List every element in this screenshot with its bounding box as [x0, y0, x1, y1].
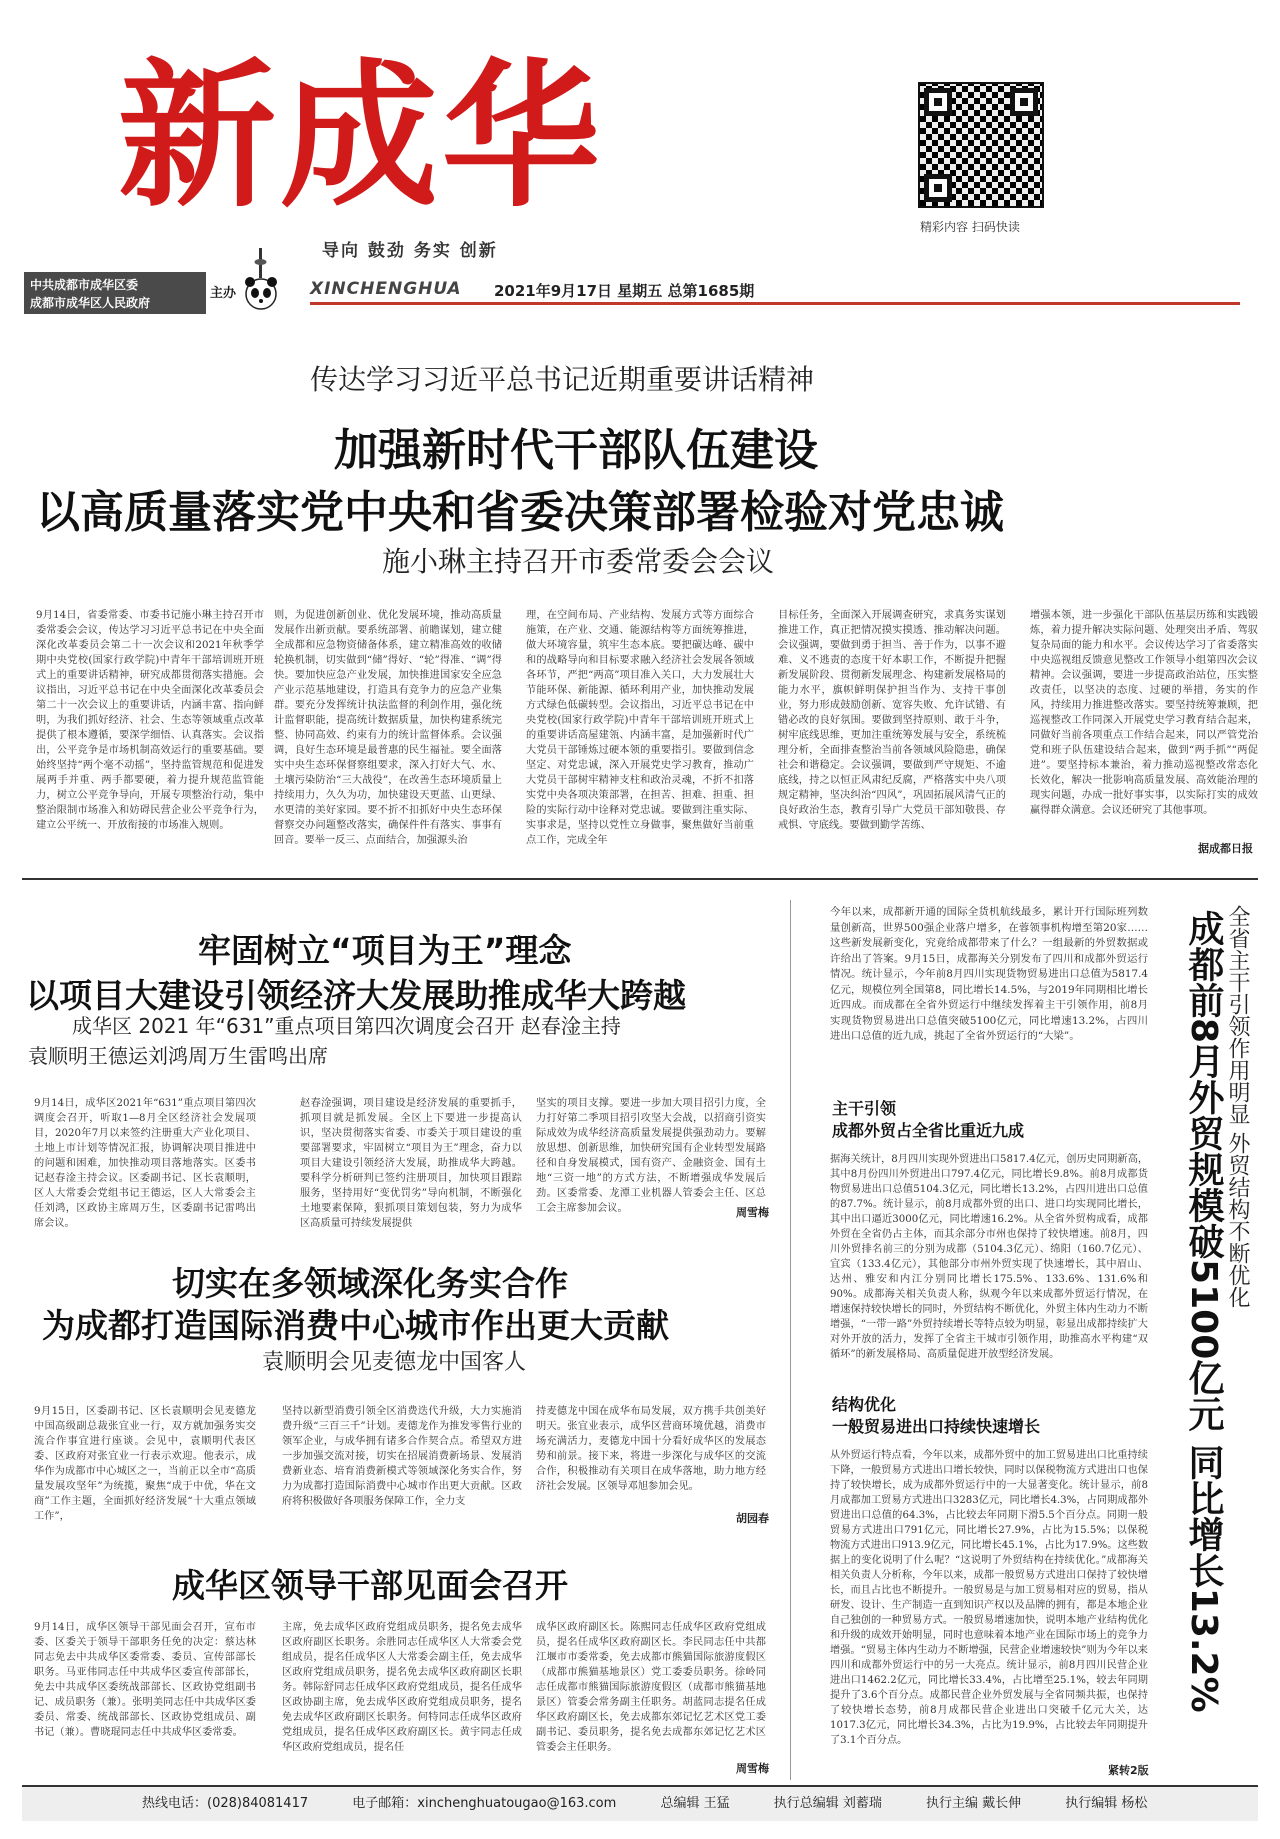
lead-column-4: 目标任务，全面深入开展调查研究，求真务实谋划推进工作，真正把情况摸实摸透、推动解决问题。会议强调，要做到勇于担当、善于作为，以事不避难、义不逃责的态度干好本职工作，不断提升把握新发展阶段、贯彻新发展理念、构建新发展格局的能力水平，旗帜鲜明保护担当作为、支持干事创业，努力形成鼓励创新、宽容失败、允许试错、有错必改的良好氛围。要做到坚持原则、敢于斗争，树牢底线思维，更加注重统筹发展与安全，系统梳理分析，全面排查整治当前各领域风险隐患，确保社会和谐稳定。会议强调，要做到严守规矩、不逾底线，持之以恒正风肃纪反腐，严格落实中央八项规定精神，坚决纠治“四风”，巩固拓展风清气正的良好政治生态，教育引导广大党员干部知敬畏、存戒惧、守底线。要做到勤学苦练、: [778, 610, 1006, 831]
story2-headline-2: 以项目大建设引领经济大发展助推成华大跨越: [26, 976, 686, 1015]
story3-headline-2: 为成都打造国际消费中心城市作出更大贡献: [42, 1306, 669, 1345]
sidebar-vertical-kicker: 全省主干引领作用明显 外贸结构不断优化: [1225, 905, 1250, 1308]
host-label: 主办: [210, 286, 237, 301]
footer-bar: [22, 1785, 1258, 1821]
story2-column-3: 坚实的项目支撑。要进一步加大项目招引力度，全力打好第二季项目招引攻坚大会战，以招商引资实际成效为成华经济高质量发展提供强劲动力。要解放思想、创新思维，加快研究国有企业转型发展路径和自身发展模式，国有资产、金融资金、国有土地“三资一地”的方式方法，不断增强成华发展后劲。区委常委、龙潭工业机器人管委会主任、区总工会主席参加会议。: [536, 1098, 766, 1214]
story3-subhead: 袁顺明会见麦德龙中国客人: [262, 1350, 527, 1375]
footer-chief-editor: 总编辑 王猛: [660, 1796, 730, 1811]
story2-headline-1: 牢固树立“项目为王”理念: [198, 931, 572, 970]
sidebar-subhead-1: [832, 1098, 1024, 1142]
story4-credit: 周雪梅: [736, 1762, 769, 1775]
sidebar-vertical-headline: 成都前8月外贸规模破5100亿元 同比增长13.2%: [1183, 910, 1224, 1713]
issue-dateline: 2021年9月17日 星期五 总第1685期: [494, 282, 755, 300]
lead-credit: 据成都日报: [1198, 842, 1253, 855]
masthead-rule: [310, 302, 1240, 305]
lead-column-5: 增强本领，进一步强化干部队伍基层历练和实践锻炼，着力提升解决实际问题、处理突出矛盾、驾驭复杂局面的能力和水平。会议传达学习了省委落实中央巡视组反馈意见整改工作领导小组第四次会议精神。会议强调，要进一步提高政治站位，压实整改责任，以坚决的态度、过硬的举措，务实的作风，持续用力推进整改落实。要坚持统筹兼顾，把巡视整改工作同深入开展党史学习教育结合起来，同做好当前各项重点工作结合起来，同以严管党治党和班子队伍建设结合起来，做到“两手抓”“两促进”。要坚持标本兼治，着力推动巡视整改常态化长效化，解决一批影响高质量发展、高效能治理的现实问题，办成一批好事实事，以实际打实的成效赢得群众满意。会议还研究了其他事项。: [1030, 610, 1258, 816]
footer-exec-editor: 执行编辑 杨松: [1065, 1796, 1148, 1811]
sidebar-body-1: 据海关统计，8月四川实现外贸进出口5817.4亿元，创历史同期新高，其中8月份四川外贸进出口797.4亿元，同比增长9.8%。前8月成都货物贸易进出口总值5104.3亿元，同比增长13.2%，占四川进出口总值的87.7%。统计显示，前8月成都外贸的出口、进口均实现同比增长，其中出口逼近3000亿元，同比增速16.2%。从全省外贸构成看，成都外贸在全省仍占主体，而其余部分市州也保持了较快增速。前8月，四川外贸排名前三的分别为成都（5104.3亿元）、绵阳（160.7亿元）、宜宾（133.4亿元），其他部分市州外贸实现了快速增长，其中眉山、达州、雅安和内江分别同比增长175.5%、133.6%、131.6%和90%。成都海关相关负责人称，纵观今年以来成都外贸运行情况，在增速保持较快增长的同时，外贸结构不断优化，外贸主体内生动力不断增强，“一带一路”外贸持续增长等特点较为明显，彰显出成都持续扩大对外开放的活力，发挥了全省主干城市引领作用，助推高水平构建“双循环”的新发展格局、高质量促进开放型经济发展。: [830, 1154, 1148, 1360]
story3-column-1: 9月15日，区委副书记、区长袁顺明会见麦德龙中国高级副总裁张宜业一行，双方就加强务实交流合作事宜进行座谈。会见中，袁顺明代表区委、区政府对张宜业一行表示欢迎。他表示，成华作为成都市中心城区之一，当前正以全市“高质量发展攻坚年”为统揽，聚焦“成于中优，华在文商”工作主题，全面抓好经济发展“十大重点领域工作”，: [34, 1406, 256, 1522]
story4-column-2: 主席，免去成华区政府党组成员职务，提名免去成华区政府副区长职务。余胜同志任成华区人大常委会党组成员，提名任成华区人大常委会副主任，免去成华区政府党组成员职务，提名免去成华区政府副区长职务。韩际舒同志任成华区政府党组成员，提名任成华区政协副主席，免去成华区政府党组成员职务，提名免去成华区政府副区长职务。何特同志任成华区政府党组成员，提名任成华区政府副区长。黄宇同志任成华区政府党组成员，提名任: [282, 1622, 522, 1753]
story4-column-1: 9月14日，成华区领导干部见面会召开，宣布市委、区委关于领导干部职务任免的决定：蔡达林同志免去中共成华区委常委、委员、宣传部部长职务。马亚伟同志任中共成华区委宣传部部长，免去中共成华区委统战部部长、区政协党组副书记、成员职务（兼）。张明美同志任中共成华区委委员、常委、统战部部长、区政协党组成员、副书记（兼）。曹晓琨同志任中共成华区委常委。: [34, 1622, 256, 1738]
sidebar-intro: 今年以来，成都新开通的国际全货机航线最多，累计开行国际班列数量创新高，世界500强企业落户增多，在蓉领事机构增至第20家……这些新发展新变化，究竟给成都带来了什么？一组最新的外贸数据或许给出了答案。9月15日，成都海关分别发布了四川和成都外贸运行情况。统计显示，今年前8月四川实现货物贸易进出口总值为5817.4亿元，规模位列全国第8，同比增长14.5%，与2019年同期相比增长近四成。而成都在全省外贸运行中继续发挥着主干引领作用，前8月实现货物贸易进出口总值突破5100亿元，同比增速13.2%，占四川进出口总值的近九成，挑起了全省外贸运行的“大梁”。: [830, 906, 1148, 1042]
lead-column-2: 则，为促进创新创业、优化发展环境，推动高质量发展作出新贡献。要系统部署、前瞻谋划，建立健全成都和应急物资储备体系，建立精准高效的收储轮换机制，切实做到“储”得好、“轮”得准、“调”得快。要加快应急产业发展，加快推进国家安全应急产业示范基地建设，打造具有竞争力的应急产业集群。要充分发挥统计执法监督的利剑作用，强化统计监督职能，提高统计数据质量，加快构建系统完整、协同高效、约束有力的统计监督体系。会议强调，良好生态环境是最普惠的民生福祉。要全面落实中央生态环保督察组要求，深入打好大气、水、土壤污染防治“三大战役”，在改善生态环境质量上持续用力，久久为功，加快建设天更蓝、山更绿、水更清的美好家园。要不折不扣抓好中央生态环保督察交办问题整改落实，确保件件有落实、事事有回音。要举一反三、点面结合，加强源头治: [274, 610, 502, 846]
publisher-box: [24, 272, 206, 314]
story3-headline-1: 切实在多领域深化务实合作: [172, 1264, 568, 1303]
story3-credit: 胡园春: [736, 1512, 769, 1525]
story3-column-2: 坚持以新型消费引领全区消费迭代升级，大力实施消费升级“三百三千”计划。麦德龙作为推发零售行业的领军企业，与成华拥有诸多合作契合点。希望双方进一步加强交流对接，切实在招展消费新场景、发展消费新业态、培育消费新模式等领域深化务实合作，努力为成都打造国际消费中心城市作出更大贡献。区政府将积极做好各项服务保障工作，全力支: [282, 1406, 522, 1507]
sidebar-subhead-2a: 结构优化: [832, 1395, 897, 1414]
footer-exec-editor-in-chief: 执行主编 戴长伸: [926, 1796, 1022, 1811]
publisher-line1: 中共成都市成华区委: [30, 278, 139, 292]
story4-headline: 成华区领导干部见面会召开: [172, 1566, 568, 1605]
lead-headline-1: 加强新时代干部队伍建设: [334, 425, 818, 476]
sidebar-jump: 紧转2版: [1108, 1764, 1149, 1777]
pinyin-title: XINCHENGHUA: [310, 279, 462, 299]
lead-subhead: 施小琳主持召开市委常委会会议: [382, 545, 775, 578]
story2-column-1: 9月14日，成华区2021年“631”重点项目第四次调度会召开，听取1—8月全区经济社会发展项目，2020年7月以来签约注册重大产业化项目、土地上市计划等情况汇报，协调解决项目推进中的问题和困难，加快推动项目落地落实。区委书记赵春淦主持会议。区委副书记、区长袁顺明，区人大常委会党组书记王德运，区人大常委会主任刘鸿，区政协主席周万生，区委副书记雷鸣出席会议。: [34, 1098, 256, 1229]
sidebar-subhead-1a: 主干引领: [832, 1099, 897, 1118]
section-divider: [22, 878, 1258, 880]
lead-kicker: 传达学习习近平总书记近期重要讲话精神: [310, 363, 815, 396]
story4-column-3: 成华区政府副区长。陈熙同志任成华区政府党组成员，提名任成华区政府副区长。李民同志任中共都江堰市市委常委，免去成都市熊猫国际旅游度假区（成都市熊猫基地景区）党工委委员职务。徐岭同志任成都市熊猫国际旅游度假区（成都市熊猫基地景区）管委会常务副主任职务。胡蓝同志提名任成华区政府副区长，免去成都东郊记忆艺术区党工委副书记、委员职务，提名免去成都东郊记忆艺术区管委会主任职务。: [536, 1622, 766, 1753]
story3-column-3: 持麦德龙中国在成华布局发展，双方携手共创美好明天。张宜业表示，成华区营商环境优越，消费市场充满活力，麦德龙中国十分看好成华区的发展态势和前景。接下来，将进一步深化与成华区的交流合作，积极推动有关项目在成华落地，助力地方经济社会发展。区领导邓旭参加会见。: [536, 1406, 766, 1492]
story2-subhead-2: 袁顺明王德运刘鸿周万生雷鸣出席: [28, 1044, 328, 1068]
column-divider: [790, 900, 791, 1780]
footer-exec-chief-editor: 执行总编辑 刘蓄瑞: [773, 1796, 882, 1811]
qr-caption: 精彩内容 扫码快读: [920, 220, 1020, 234]
footer-email: 电子邮箱：xinchenghuatougao@163.com: [352, 1796, 617, 1811]
lead-column-1: 9月14日，省委常委、市委书记施小琳主持召开市委常委会会议，传达学习习近平总书记在中央全面深化改革委员会第二十一次会议和2021年秋季学期中央党校(国家行政学院)中青年干部培训班开班式上的重要讲话精神，研究成都贯彻落实措施。会议指出，习近平总书记在中央全面深化改革委员会第二十一次会议上的重要讲话，内涵丰富、指向鲜明，为我们抓好经济、社会、生态等领域重点改革提供了根本遵循，要深学细悟、认真落实。会议指出，公平竞争是市场机制高效运行的重要基础。要始终坚持“两个毫不动摇”，坚持监管规范和促进发展两手并重、两手都要硬，着力提升规范监管能力，树立公平竞争导向，开展专项整治行动，集中整治限制市场准入和妨碍民营企业公平竞争行为，建立公平统一、开放衔接的市场准入规则。: [36, 610, 264, 831]
panda-tower-icon: [238, 248, 284, 312]
story2-credit: 周雪梅: [736, 1206, 769, 1219]
sidebar-subhead-1b: 成都外贸占全省比重近九成: [832, 1121, 1025, 1140]
sidebar-body-2: 从外贸运行特点看，今年以来，成都外贸中的加工贸易进出口比重持续下降，一般贸易方式进出口增长较快，同时以保税物流方式进出口也保持了较快增长，成为成都外贸运行中的一大显著变化。统计显示，前8月成都加工贸易方式进出口3283亿元，同比增长4.3%，占同期成都外贸进出口总值的64.3%，占比较去年同期下滑5.5个百分点。同期一般贸易方式进出口791亿元，同比增长27.9%，占比为15.5%；以保税物流方式进出口913.9亿元，同比增长45.1%，占比为17.9%。这些数据上的变化说明了什么呢？“这说明了外贸结构在持续优化。”成都海关相关负责人分析称，今年以来，成都一般贸易方式进出口保持了较快增长，而且占比也不断提升。一般贸易是与加工贸易相对应的贸易，指从研发、设计、生产制造一直到知识产权以及品牌的拥有，都是本地企业自己独创的一种贸易方式。一般贸易增速加快，说明本地产业结构优化和升级的成效开始明显，同时也意味着本地产业在国际市场上的竞争力增强。“贸易主体内生动力不断增强，民营企业增速较快”则为今年以来四川和成都外贸运行中的另一大亮点。统计显示，前8月四川民营企业进出口1462.2亿元，同比增长33.4%，占比增至25.1%，较去年同期提升了3.6个百分点。成都民营企业外贸发展与全省同频共振，也保持了较快增长态势，前8月成都民营企业进出口突破千亿元大关，达1017.3亿元，同比增长34.3%，占比为19.9%，占比较去年同期提升了3.1个百分点。: [830, 1450, 1149, 1746]
sidebar-subhead-2: [832, 1394, 1040, 1438]
footer-hotline: 热线电话：(028)84081417: [142, 1796, 309, 1811]
qr-code-icon[interactable]: [918, 82, 1044, 208]
story2-column-2: 赵春淦强调，项目建设是经济发展的重要抓手，抓项目就是抓发展。全区上下要进一步提高认识，坚决贯彻落实省委、市委关于项目建设的重要部署要求，牢固树立“项目为王”理念，奋力以项目大建设引领经济大发展，助推成华大跨越。要科学分析研判已签约注册项目，加快项目跟踪服务，坚持用好“变优罚劣”导向机制，不断强化土地要素保障，狠抓项目策划包装，努力为成华区高质量可持续发展提供: [300, 1098, 522, 1229]
sidebar-subhead-2b: 一般贸易进出口持续快速增长: [832, 1417, 1041, 1436]
lead-column-3: 理，在空间布局、产业结构、发展方式等方面综合施策，在产业、交通、能源结构等方面统筹推进，做大环境容量，筑牢生态本底。要把碳达峰、碳中和的战略导向和目标要求融入经济社会发展各领域各环节，严把“两高”项目准入关口，大力发展壮大节能环保、新能源、循环利用产业，加快推动发展方式绿色低碳转型。会议指出，习近平总书记在中央党校(国家行政学院)中青年干部培训班开班式上的重要讲话高屋建瓴、内涵丰富，是加强新时代广大党员干部锤炼过硬本领的重要指引。要做到信念坚定、对党忠诚，深入开展党史学习教育，推动广大党员干部树牢精神支柱和政治灵魂，不折不扣落实党中央各项决策部署，在担苦、担难、担重、担险的实际行动中诠释对党忠诚。要做到注重实际、实事求是，坚持以党性立身做事，聚焦做好当前重点工作，完成全年: [526, 610, 754, 846]
story2-subhead-1: 成华区 2021 年“631”重点项目第四次调度会召开 赵春淦主持: [72, 1014, 621, 1038]
publisher-line2: 成都市成华区人民政府: [30, 296, 151, 310]
masthead-title: 新成华: [118, 44, 604, 229]
masthead-slogan: 导向 鼓劲 务实 创新: [322, 241, 498, 261]
lead-headline-2: 以高质量落实党中央和省委决策部署检验对党忠诚: [36, 487, 1004, 538]
